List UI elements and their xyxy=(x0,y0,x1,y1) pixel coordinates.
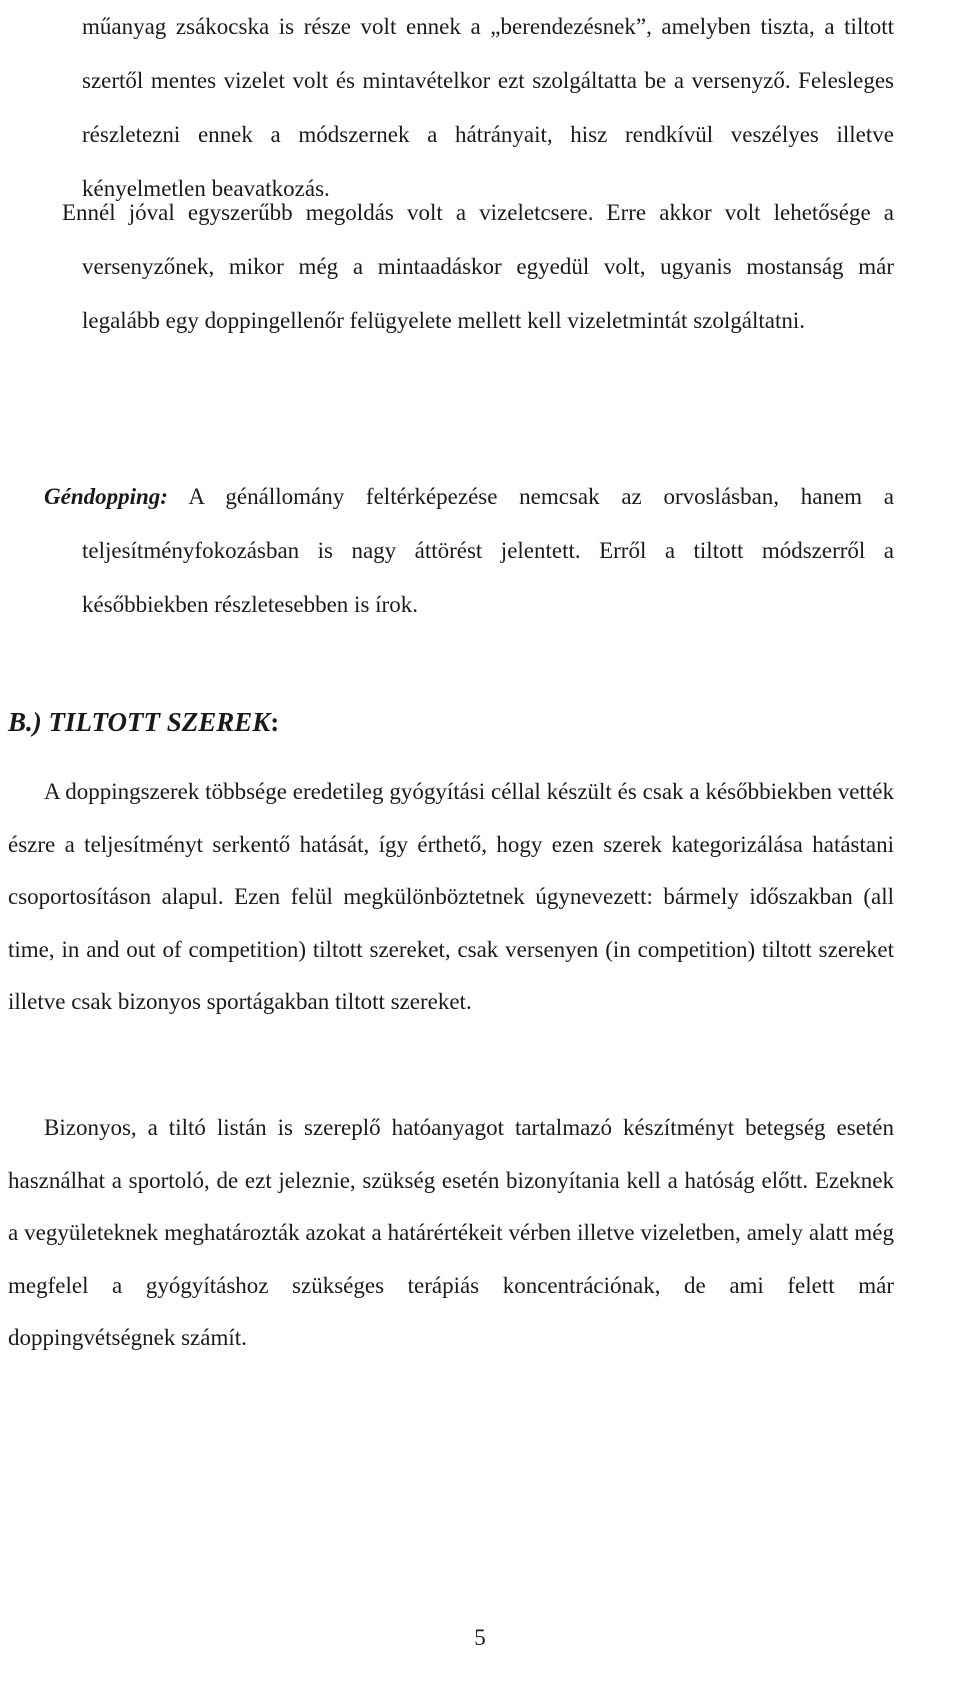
section-heading-text: B.) TILTOTT SZEREK xyxy=(8,707,271,737)
paragraph-continuation: műanyag zsákocska is része volt ennek a „berendezésnek”, amelyben tiszta, a tiltott szertől mentes vizelet volt és mintavételkor ezt szolgáltatta be a versenyző. Felesleges részletezni ennek a módszernek a hátrányait, hisz rendkívül veszélyes illetve kényelmetlen beavatkozás. xyxy=(82,14,894,201)
paragraph-banned-substances: A doppingszerek többsége eredetileg gyógyítási céllal készült és csak a későbbiekben vették észre a teljesítményt serkentő hatását, így érthető, hogy ezen szerek kategorizálása hatástani csoportosításon alapul. Ezen felül megkülönböztetnek úgynevezett: bármely időszakban (all time, in and out of competition) tiltott szereket, csak versenyen (in competition) tiltott szereket illetve csak bizonyos sportágakban tiltott szereket. xyxy=(8,779,894,1014)
page-number: 5 xyxy=(474,1625,486,1650)
gene-doping-term: Géndopping: xyxy=(44,484,168,509)
gene-doping-text: A génállomány feltérképezése nemcsak az orvoslásban, hanem a teljesítményfokozásban is nagy áttörést jelentett. Erről a tiltott módszerről a későbbiekben részletesebben is írok. xyxy=(82,484,894,617)
section-heading-colon: : xyxy=(270,707,280,737)
paragraph-urine-swap: Ennél jóval egyszerűbb megoldás volt a vizeletcsere. Erre akkor volt lehetősége a versenyzőnek, mikor még a mintaadáskor egyedül volt, ugyanis mostanság már legalább egy doppingellenőr felügyelete mellett kell vizeletmintát szolgáltatni. xyxy=(62,200,894,333)
paragraph-gene-doping xyxy=(44,470,894,632)
section-heading xyxy=(8,702,279,742)
paragraph-therapeutic-use: Bizonyos, a tiltó listán is szereplő hatóanyagot tartalmazó készítményt betegség esetén használhat a sportoló, de ezt jeleznie, szükség esetén bizonyítania kell a hatóság előtt. Ezeknek a vegyületeknek meghatározták azokat a határértékeit vérben illetve vizeletben, amely alatt még megfelel a gyógyításhoz szükséges terápiás koncentrációnak, de ami felett már doppingvétségnek számít. xyxy=(8,1115,894,1350)
